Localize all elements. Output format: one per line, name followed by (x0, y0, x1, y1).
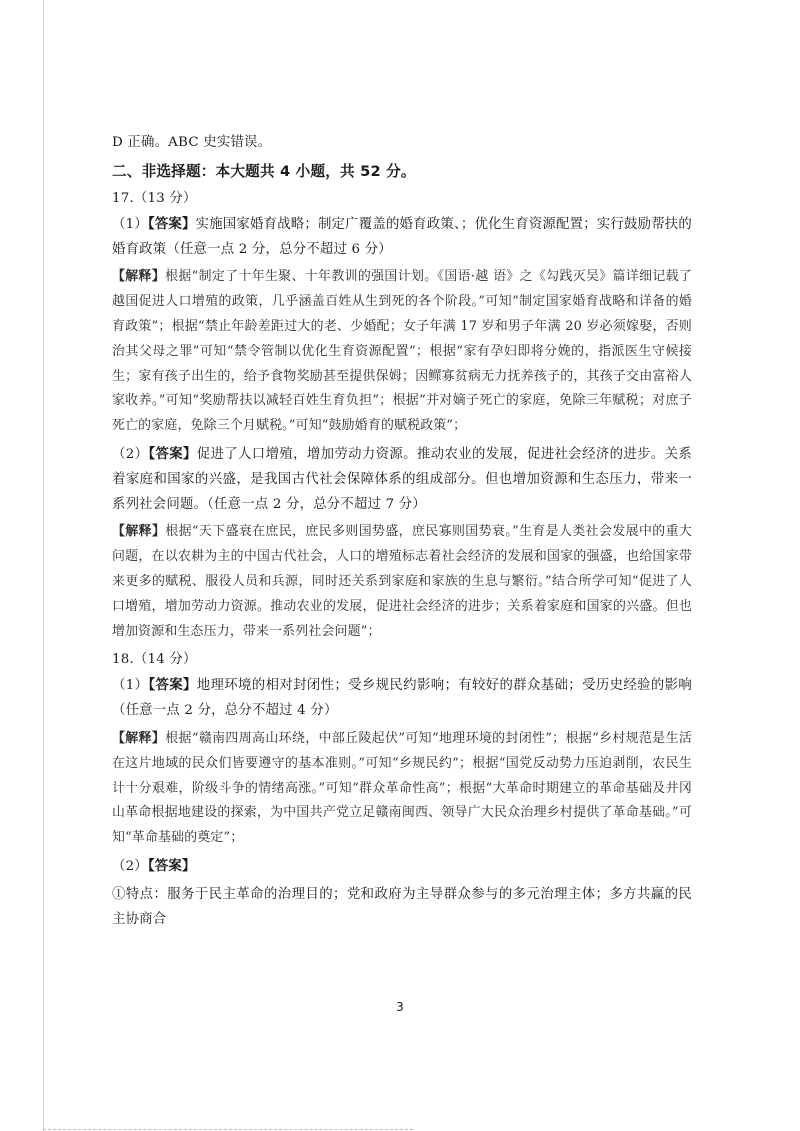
answer-text: 实施国家婚育战略；制定广覆盖的婚育政策、；优化生育资源配置；实行鼓励帮扶的婚育政策（任意一点 2 分，总分不超过 6 分） (112, 216, 692, 257)
explanation-tag: 【解释】 (112, 524, 166, 540)
explanation-text: 根据“赣南四周高山环绕，中部丘陵起伏”可知“地理环境的封闭性”；根据“乡村规范是生活在这片地域的民众们皆要遵守的基本准则。”可知“乡规民约”；根据“国党反动势力压迫剥削，农民生计十分艰难，阶级斗争的情绪高涨。”可知“群众革命性高”；根据“大革命时期建立的革命基础及井冈山革命根据地建设的探索，为中国共产党立足赣南闽西、领导广大民众治理乡村提供了革命基础。”可知“革命基础的奠定”； (112, 730, 692, 846)
document-body (112, 131, 692, 932)
question-17-header: 17.（13 分） (112, 190, 197, 206)
answer-tag: 【答案】 (147, 857, 196, 874)
question-18-header: 18.（14 分） (112, 652, 197, 668)
answer-tag: 【答案】 (147, 215, 196, 232)
part-number: （1） (112, 216, 148, 232)
answer-tag: 【答案】 (148, 677, 197, 694)
section-heading: 二、非选择题：本大题共 4 小题，共 52 分。 (112, 162, 416, 180)
part-number: （1） (112, 678, 149, 694)
part-number: （2） (112, 446, 149, 462)
q18-part2-answer (112, 854, 692, 880)
q18-part1-explanation (112, 727, 692, 851)
circled-number: ① (112, 886, 126, 902)
q18-part1-answer (112, 673, 692, 724)
explanation-tag: 【解释】 (112, 730, 166, 746)
q17-part2-explanation (112, 520, 692, 644)
item-text: 特点：服务于民主革命的治理目的；党和政府为主导群众参与的多元治理主体；多方共赢的民主协商合 (112, 886, 693, 927)
page-number: 3 (396, 1000, 404, 1014)
answer-text: 地理环境的相对封闭性；受乡规民约影响；有较好的群众基础；受历史经验的影响（任意一点 2 分，总分不超过 4 分） (112, 678, 692, 719)
answer-text: 促进了人口增殖，增加劳动力资源。推动农业的发展，促进社会经济的进步。关系着家庭和国家的兴盛，是我国古代社会保障体系的组成部分。但也增加资源和生态压力，带来一系列社会问题。（任意一点 2 分，总分不超过 7 分） (112, 446, 692, 512)
q17-part1-answer (112, 212, 692, 263)
explanation-tag: 【解释】 (112, 269, 166, 285)
q18-part2-item-1 (112, 883, 692, 933)
answer-tag: 【答案】 (148, 445, 197, 462)
part-number: （2） (112, 858, 148, 874)
answer-line: D 正确。ABC 史实错误。 (112, 135, 272, 150)
explanation-text: 根据“制定了十年生聚、十年教训的强国计划。《国语·越 语》之《勾践灭吴》篇详细记载了越国促进人口增殖的政策，几乎涵盖百姓从生到死的各个阶段。”可知“制定国家婚育战略和详备的婚育政策”；根据“禁止年龄差距过大的老、少婚配；女子年满 17 岁和男子年满 20 岁必须嫁娶，否则治其父母之罪”可知“禁令管制以优化生育资源配置”；根据“家有孕妇即将分娩的，指派医生守候接生；家有孩子出生的，给予食物奖励甚至提供保姆；因鳏寡贫病无力抚养孩子的，其孩子交由富裕人家收养。”可知“奖励帮扶以减轻百姓生育负担”；根据“并对嫡子死亡的家庭，免除三年赋税；对庶子死亡的家庭，免除三个月赋税。”可知“鼓励婚育的赋税政策”； (112, 269, 692, 434)
explanation-text: 根据“天下盛衰在庶民，庶民多则国势盛，庶民寡则国势衰。”生育是人类社会发展中的重大问题，在以农耕为主的中国古代社会，人口的增殖标志着社会经济的发展和国家的强盛，也给国家带来更多的赋税、服役人员和兵源，同时还关系到家庭和家族的生息与繁衍。”结合所学可知“促进了人口增殖，增加劳动力资源。推动农业的发展，促进社会经济的进步；关系着家庭和国家的兴盛。但也增加资源和生态压力，带来一系列社会问题”； (112, 524, 692, 639)
page-left-border (43, 0, 44, 1131)
q17-part2-answer (112, 442, 692, 517)
page-bottom-border (43, 1129, 413, 1130)
q17-part1-explanation (112, 265, 692, 439)
